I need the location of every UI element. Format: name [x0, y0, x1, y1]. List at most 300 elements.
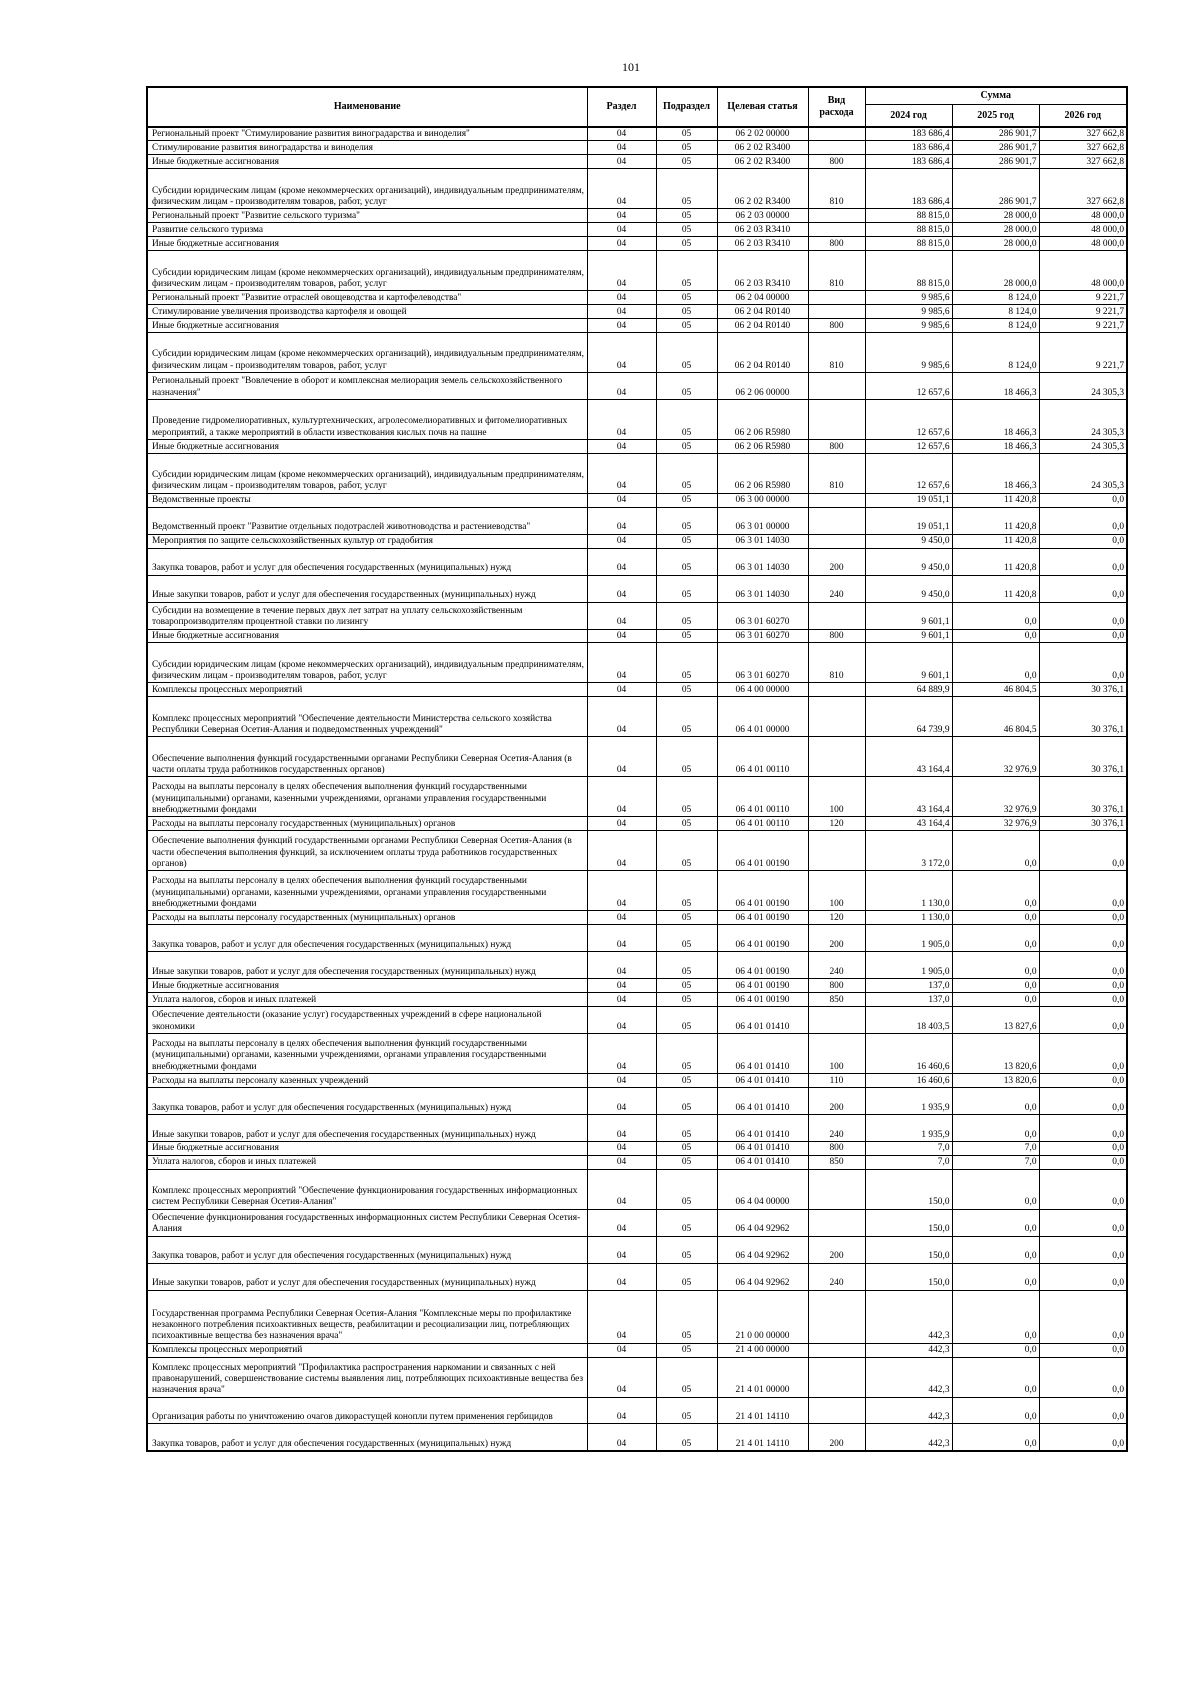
row-sum-2026: 48 000,0 [1039, 209, 1127, 223]
row-name: Субсидии юридическим лицам (кроме некоммерческих организаций), индивидуальным предпринимателям, физическим лицам - производителям товаров, работ, услуг [147, 643, 587, 683]
row-subsection: 05 [656, 925, 717, 952]
row-sum-2024: 9 985,6 [865, 291, 952, 305]
row-subsection: 05 [656, 979, 717, 993]
row-expense-type [808, 1357, 865, 1397]
row-sum-2024: 88 815,0 [865, 237, 952, 251]
row-sum-2025: 0,0 [952, 1114, 1039, 1141]
table-row [147, 1033, 1127, 1073]
row-target: 06 2 06 R5980 [717, 399, 808, 439]
row-name: Комплексы процессных мероприятий [147, 683, 587, 697]
table-row [147, 1155, 1127, 1169]
row-expense-type: 120 [808, 817, 865, 831]
row-section: 04 [587, 817, 656, 831]
header-2024: 2024 год [865, 105, 952, 128]
row-sum-2025: 0,0 [952, 1343, 1039, 1357]
row-sum-2024: 3 172,0 [865, 831, 952, 871]
table-row [147, 332, 1127, 372]
row-sum-2025: 0,0 [952, 629, 1039, 643]
table-row [147, 629, 1127, 643]
row-subsection: 05 [656, 291, 717, 305]
row-section: 04 [587, 1343, 656, 1357]
row-sum-2025: 7,0 [952, 1155, 1039, 1169]
row-name: Ведомственный проект "Развитие отдельных подотраслей животноводства и растениеводства" [147, 507, 587, 534]
row-section: 04 [587, 683, 656, 697]
row-sum-2024: 43 164,4 [865, 777, 952, 817]
row-name: Закупка товаров, работ и услуг для обеспечения государственных (муниципальных) нужд [147, 1424, 587, 1451]
page-number: 101 [622, 60, 640, 74]
table-row [147, 993, 1127, 1007]
row-sum-2024: 183 686,4 [865, 155, 952, 169]
row-section: 04 [587, 548, 656, 575]
table-row [147, 1290, 1127, 1343]
row-name: Субсидии юридическим лицам (кроме некоммерческих организаций), индивидуальным предпринимателям, физическим лицам - производителям товаров, работ, услуг [147, 453, 587, 493]
row-expense-type [808, 209, 865, 223]
row-target: 06 3 01 14030 [717, 575, 808, 602]
row-sum-2025: 11 420,8 [952, 534, 1039, 548]
row-sum-2024: 12 657,6 [865, 439, 952, 453]
row-target: 06 2 06 R5980 [717, 439, 808, 453]
row-sum-2024: 88 815,0 [865, 251, 952, 291]
row-sum-2026: 0,0 [1039, 1424, 1127, 1451]
row-sum-2025: 32 976,9 [952, 737, 1039, 777]
row-subsection: 05 [656, 777, 717, 817]
row-subsection: 05 [656, 871, 717, 911]
table-row [147, 1357, 1127, 1397]
table-row [147, 777, 1127, 817]
row-name: Региональный проект "Развитие сельского туризма" [147, 209, 587, 223]
row-sum-2026: 0,0 [1039, 911, 1127, 925]
row-name: Обеспечение деятельности (оказание услуг) государственных учреждений в сфере национальной экономики [147, 1006, 587, 1033]
row-sum-2025: 0,0 [952, 871, 1039, 911]
row-sum-2025: 0,0 [952, 1397, 1039, 1424]
row-target: 06 4 01 00110 [717, 817, 808, 831]
row-sum-2024: 442,3 [865, 1290, 952, 1343]
row-name: Закупка товаров, работ и услуг для обеспечения государственных (муниципальных) нужд [147, 925, 587, 952]
row-subsection: 05 [656, 1290, 717, 1343]
row-target: 21 4 01 14110 [717, 1397, 808, 1424]
row-subsection: 05 [656, 251, 717, 291]
row-sum-2025: 11 420,8 [952, 548, 1039, 575]
row-subsection: 05 [656, 1169, 717, 1209]
table-row [147, 493, 1127, 507]
table-row [147, 237, 1127, 251]
row-section: 04 [587, 575, 656, 602]
row-sum-2026: 30 376,1 [1039, 777, 1127, 817]
row-section: 04 [587, 493, 656, 507]
row-sum-2024: 43 164,4 [865, 737, 952, 777]
row-name: Закупка товаров, работ и услуг для обеспечения государственных (муниципальных) нужд [147, 548, 587, 575]
row-name: Государственная программа Республики Северная Осетия-Алания "Комплексные меры по профилактике незаконного потребления психоактивных веществ, реабилитации и ресоциализации лиц, потребляющих психоактивные вещества без назначения врача" [147, 1290, 587, 1343]
row-target: 06 4 04 92962 [717, 1209, 808, 1236]
row-sum-2026: 0,0 [1039, 1236, 1127, 1263]
row-section: 04 [587, 1209, 656, 1236]
row-expense-type: 810 [808, 332, 865, 372]
row-expense-type: 850 [808, 1155, 865, 1169]
row-section: 04 [587, 643, 656, 683]
row-sum-2024: 1 130,0 [865, 911, 952, 925]
row-target: 06 2 02 00000 [717, 127, 808, 141]
row-sum-2025: 13 820,6 [952, 1033, 1039, 1073]
table-row [147, 1209, 1127, 1236]
row-sum-2026: 0,0 [1039, 493, 1127, 507]
row-target: 06 3 01 60270 [717, 602, 808, 629]
row-name: Мероприятия по защите сельскохозяйственных культур от градобития [147, 534, 587, 548]
row-subsection: 05 [656, 141, 717, 155]
row-sum-2025: 0,0 [952, 602, 1039, 629]
row-section: 04 [587, 305, 656, 319]
header-section: Раздел [587, 87, 656, 127]
row-target: 06 2 06 R5980 [717, 453, 808, 493]
row-sum-2024: 442,3 [865, 1397, 952, 1424]
row-section: 04 [587, 127, 656, 141]
row-expense-type [808, 831, 865, 871]
row-sum-2026: 327 662,8 [1039, 155, 1127, 169]
row-subsection: 05 [656, 127, 717, 141]
row-subsection: 05 [656, 1073, 717, 1087]
table-row [147, 1114, 1127, 1141]
row-name: Стимулирование развития виноградарства и виноделия [147, 141, 587, 155]
row-sum-2026: 0,0 [1039, 643, 1127, 683]
row-sum-2025: 0,0 [952, 1236, 1039, 1263]
header-2025: 2025 год [952, 105, 1039, 128]
table-row [147, 602, 1127, 629]
table-row [147, 1343, 1127, 1357]
row-subsection: 05 [656, 817, 717, 831]
row-name: Иные закупки товаров, работ и услуг для обеспечения государственных (муниципальных) нужд [147, 1263, 587, 1290]
row-sum-2025: 0,0 [952, 1263, 1039, 1290]
row-sum-2025: 286 901,7 [952, 169, 1039, 209]
table-row [147, 1169, 1127, 1209]
row-expense-type: 810 [808, 169, 865, 209]
row-sum-2024: 9 450,0 [865, 534, 952, 548]
table-row [147, 251, 1127, 291]
row-expense-type: 120 [808, 911, 865, 925]
table-row [147, 911, 1127, 925]
table-row [147, 439, 1127, 453]
table-row [147, 372, 1127, 399]
row-sum-2024: 1 905,0 [865, 925, 952, 952]
row-target: 06 3 00 00000 [717, 493, 808, 507]
row-expense-type [808, 493, 865, 507]
row-sum-2026: 30 376,1 [1039, 817, 1127, 831]
row-name: Расходы на выплаты персоналу государственных (муниципальных) органов [147, 911, 587, 925]
row-name: Иные закупки товаров, работ и услуг для обеспечения государственных (муниципальных) нужд [147, 575, 587, 602]
row-sum-2024: 9 450,0 [865, 548, 952, 575]
row-sum-2024: 150,0 [865, 1209, 952, 1236]
row-sum-2025: 0,0 [952, 1209, 1039, 1236]
row-target: 06 3 01 60270 [717, 643, 808, 683]
row-sum-2024: 9 601,1 [865, 602, 952, 629]
row-sum-2026: 0,0 [1039, 1357, 1127, 1397]
row-name: Региональный проект "Вовлечение в оборот и комплексная мелиорация земель сельскохозяйственного назначения" [147, 372, 587, 399]
row-sum-2025: 0,0 [952, 993, 1039, 1007]
row-target: 06 4 01 01410 [717, 1006, 808, 1033]
row-expense-type [808, 1006, 865, 1033]
row-expense-type: 240 [808, 575, 865, 602]
row-expense-type [808, 1209, 865, 1236]
row-section: 04 [587, 1114, 656, 1141]
table-row [147, 1141, 1127, 1155]
row-sum-2025: 0,0 [952, 925, 1039, 952]
row-sum-2024: 88 815,0 [865, 209, 952, 223]
row-section: 04 [587, 777, 656, 817]
table-row [147, 318, 1127, 332]
row-expense-type [808, 602, 865, 629]
row-sum-2026: 0,0 [1039, 925, 1127, 952]
row-expense-type [808, 1397, 865, 1424]
row-expense-type: 240 [808, 952, 865, 979]
row-sum-2024: 1 905,0 [865, 952, 952, 979]
row-target: 06 2 03 R3410 [717, 223, 808, 237]
row-sum-2026: 0,0 [1039, 1087, 1127, 1114]
row-sum-2025: 8 124,0 [952, 291, 1039, 305]
row-section: 04 [587, 453, 656, 493]
row-sum-2025: 18 466,3 [952, 372, 1039, 399]
row-section: 04 [587, 439, 656, 453]
row-name: Иные бюджетные ассигнования [147, 1141, 587, 1155]
row-target: 06 4 04 92962 [717, 1263, 808, 1290]
row-sum-2024: 64 889,9 [865, 683, 952, 697]
row-sum-2026: 24 305,3 [1039, 372, 1127, 399]
table-row [147, 1236, 1127, 1263]
row-sum-2025: 32 976,9 [952, 777, 1039, 817]
table-row [147, 169, 1127, 209]
row-sum-2024: 9 985,6 [865, 318, 952, 332]
row-name: Обеспечение выполнения функций государственными органами Республики Северная Осетия-Алания (в части обеспечения выполнения функций, за исключением оплаты труда работников государственных органов) [147, 831, 587, 871]
row-section: 04 [587, 318, 656, 332]
row-section: 04 [587, 925, 656, 952]
row-sum-2025: 13 827,6 [952, 1006, 1039, 1033]
row-expense-type: 810 [808, 643, 865, 683]
table-row [147, 683, 1127, 697]
row-section: 04 [587, 911, 656, 925]
table-row [147, 952, 1127, 979]
row-sum-2025: 28 000,0 [952, 223, 1039, 237]
row-subsection: 05 [656, 1155, 717, 1169]
row-subsection: 05 [656, 1114, 717, 1141]
row-expense-type [808, 223, 865, 237]
row-section: 04 [587, 372, 656, 399]
row-subsection: 05 [656, 453, 717, 493]
row-name: Развитие сельского туризма [147, 223, 587, 237]
row-expense-type: 810 [808, 453, 865, 493]
table-row [147, 155, 1127, 169]
table-row [147, 453, 1127, 493]
row-sum-2026: 9 221,7 [1039, 291, 1127, 305]
table-row [147, 1263, 1127, 1290]
row-target: 06 4 01 00190 [717, 831, 808, 871]
row-section: 04 [587, 1155, 656, 1169]
row-expense-type [808, 1343, 865, 1357]
row-sum-2025: 0,0 [952, 1424, 1039, 1451]
row-target: 06 4 01 00190 [717, 979, 808, 993]
row-expense-type: 800 [808, 979, 865, 993]
row-sum-2025: 11 420,8 [952, 493, 1039, 507]
row-section: 04 [587, 993, 656, 1007]
row-sum-2024: 9 601,1 [865, 643, 952, 683]
row-subsection: 05 [656, 372, 717, 399]
row-expense-type [808, 697, 865, 737]
row-name: Региональный проект "Развитие отраслей овощеводства и картофелеводства" [147, 291, 587, 305]
table-row [147, 1424, 1127, 1451]
row-sum-2025: 286 901,7 [952, 127, 1039, 141]
row-target: 06 2 04 00000 [717, 291, 808, 305]
row-sum-2025: 11 420,8 [952, 507, 1039, 534]
header-expense-type: Вид расхода [808, 87, 865, 127]
row-expense-type [808, 1169, 865, 1209]
row-sum-2025: 11 420,8 [952, 575, 1039, 602]
row-expense-type [808, 683, 865, 697]
row-subsection: 05 [656, 575, 717, 602]
row-subsection: 05 [656, 1343, 717, 1357]
row-subsection: 05 [656, 952, 717, 979]
row-name: Расходы на выплаты персоналу в целях обеспечения выполнения функций государственными (муниципальными) органами, казенными учреждениями, органами управления государственными внебюджетными фондами [147, 871, 587, 911]
row-section: 04 [587, 602, 656, 629]
row-sum-2024: 183 686,4 [865, 141, 952, 155]
table-row [147, 575, 1127, 602]
table-row [147, 399, 1127, 439]
row-target: 06 4 01 00110 [717, 737, 808, 777]
row-subsection: 05 [656, 169, 717, 209]
row-subsection: 05 [656, 629, 717, 643]
row-name: Субсидии юридическим лицам (кроме некоммерческих организаций), индивидуальным предпринимателям, физическим лицам - производителям товаров, работ, услуг [147, 169, 587, 209]
row-sum-2026: 0,0 [1039, 993, 1127, 1007]
row-target: 06 4 01 00190 [717, 952, 808, 979]
row-sum-2025: 13 820,6 [952, 1073, 1039, 1087]
row-sum-2026: 0,0 [1039, 1114, 1127, 1141]
row-subsection: 05 [656, 534, 717, 548]
row-expense-type [808, 507, 865, 534]
table-row [147, 871, 1127, 911]
row-sum-2026: 48 000,0 [1039, 237, 1127, 251]
row-name: Расходы на выплаты персоналу в целях обеспечения выполнения функций государственными (муниципальными) органами, казенными учреждениями, органами управления государственными внебюджетными фондами [147, 777, 587, 817]
row-target: 21 4 01 14110 [717, 1424, 808, 1451]
row-sum-2026: 0,0 [1039, 534, 1127, 548]
row-sum-2025: 18 466,3 [952, 399, 1039, 439]
row-target: 06 2 04 R0140 [717, 305, 808, 319]
table-row [147, 697, 1127, 737]
row-section: 04 [587, 831, 656, 871]
row-sum-2025: 0,0 [952, 952, 1039, 979]
row-name: Стимулирование увеличения производства картофеля и овощей [147, 305, 587, 319]
row-sum-2024: 43 164,4 [865, 817, 952, 831]
row-sum-2026: 0,0 [1039, 1006, 1127, 1033]
row-subsection: 05 [656, 1006, 717, 1033]
row-target: 21 4 00 00000 [717, 1343, 808, 1357]
row-target: 06 4 01 00190 [717, 993, 808, 1007]
row-subsection: 05 [656, 318, 717, 332]
row-section: 04 [587, 209, 656, 223]
header-sum: Сумма [865, 87, 1127, 105]
row-sum-2025: 0,0 [952, 1087, 1039, 1114]
row-sum-2026: 0,0 [1039, 1290, 1127, 1343]
row-sum-2026: 0,0 [1039, 1169, 1127, 1209]
header-2026: 2026 год [1039, 105, 1127, 128]
row-subsection: 05 [656, 1357, 717, 1397]
row-sum-2026: 0,0 [1039, 952, 1127, 979]
budget-table [146, 86, 1128, 1452]
row-sum-2025: 0,0 [952, 1357, 1039, 1397]
row-name: Комплексы процессных мероприятий [147, 1343, 587, 1357]
row-expense-type [808, 291, 865, 305]
row-section: 04 [587, 697, 656, 737]
row-expense-type: 100 [808, 871, 865, 911]
row-sum-2025: 0,0 [952, 1169, 1039, 1209]
table-row [147, 831, 1127, 871]
row-expense-type: 200 [808, 1236, 865, 1263]
row-name: Обеспечение функционирования государственных информационных систем Республики Северная Осетия-Алания [147, 1209, 587, 1236]
row-subsection: 05 [656, 1263, 717, 1290]
row-name: Региональный проект "Стимулирование развития виноградарства и виноделия" [147, 127, 587, 141]
row-expense-type [808, 1290, 865, 1343]
row-subsection: 05 [656, 1424, 717, 1451]
row-sum-2024: 9 985,6 [865, 332, 952, 372]
row-expense-type: 240 [808, 1114, 865, 1141]
row-section: 04 [587, 737, 656, 777]
header-name: Наименование [147, 87, 587, 127]
row-name: Иные бюджетные ассигнования [147, 979, 587, 993]
row-name: Иные закупки товаров, работ и услуг для обеспечения государственных (муниципальных) нужд [147, 1114, 587, 1141]
row-section: 04 [587, 1141, 656, 1155]
row-subsection: 05 [656, 237, 717, 251]
row-subsection: 05 [656, 305, 717, 319]
row-sum-2026: 327 662,8 [1039, 127, 1127, 141]
row-subsection: 05 [656, 993, 717, 1007]
row-expense-type: 800 [808, 439, 865, 453]
row-expense-type: 100 [808, 777, 865, 817]
row-sum-2025: 0,0 [952, 643, 1039, 683]
row-sum-2025: 18 466,3 [952, 439, 1039, 453]
table-row [147, 925, 1127, 952]
row-sum-2026: 24 305,3 [1039, 399, 1127, 439]
row-expense-type: 240 [808, 1263, 865, 1290]
row-sum-2026: 0,0 [1039, 1073, 1127, 1087]
row-sum-2024: 9 450,0 [865, 575, 952, 602]
row-subsection: 05 [656, 1397, 717, 1424]
row-subsection: 05 [656, 683, 717, 697]
row-sum-2026: 24 305,3 [1039, 453, 1127, 493]
row-section: 04 [587, 169, 656, 209]
row-expense-type: 110 [808, 1073, 865, 1087]
row-name: Проведение гидромелиоративных, культуртехнических, агролесомелиоративных и фитомелиоративных мероприятий, а также мероприятий в области известкования кислых почв на пашне [147, 399, 587, 439]
row-sum-2024: 12 657,6 [865, 453, 952, 493]
row-section: 04 [587, 1006, 656, 1033]
row-section: 04 [587, 507, 656, 534]
table-row [147, 643, 1127, 683]
row-target: 06 2 02 R3400 [717, 169, 808, 209]
row-target: 06 4 04 92962 [717, 1236, 808, 1263]
row-sum-2026: 0,0 [1039, 979, 1127, 993]
row-section: 04 [587, 291, 656, 305]
row-name: Иные бюджетные ассигнования [147, 318, 587, 332]
row-expense-type: 800 [808, 1141, 865, 1155]
row-sum-2026: 30 376,1 [1039, 697, 1127, 737]
table-row [147, 1087, 1127, 1114]
row-subsection: 05 [656, 223, 717, 237]
row-sum-2024: 7,0 [865, 1155, 952, 1169]
table-row [147, 817, 1127, 831]
row-sum-2026: 0,0 [1039, 575, 1127, 602]
row-name: Иные бюджетные ассигнования [147, 237, 587, 251]
row-target: 21 0 00 00000 [717, 1290, 808, 1343]
row-section: 04 [587, 1357, 656, 1397]
row-expense-type [808, 372, 865, 399]
row-sum-2026: 0,0 [1039, 507, 1127, 534]
row-name: Субсидии юридическим лицам (кроме некоммерческих организаций), индивидуальным предпринимателям, физическим лицам - производителям товаров, работ, услуг [147, 332, 587, 372]
table-row [147, 141, 1127, 155]
row-sum-2024: 18 403,5 [865, 1006, 952, 1033]
row-name: Закупка товаров, работ и услуг для обеспечения государственных (муниципальных) нужд [147, 1087, 587, 1114]
